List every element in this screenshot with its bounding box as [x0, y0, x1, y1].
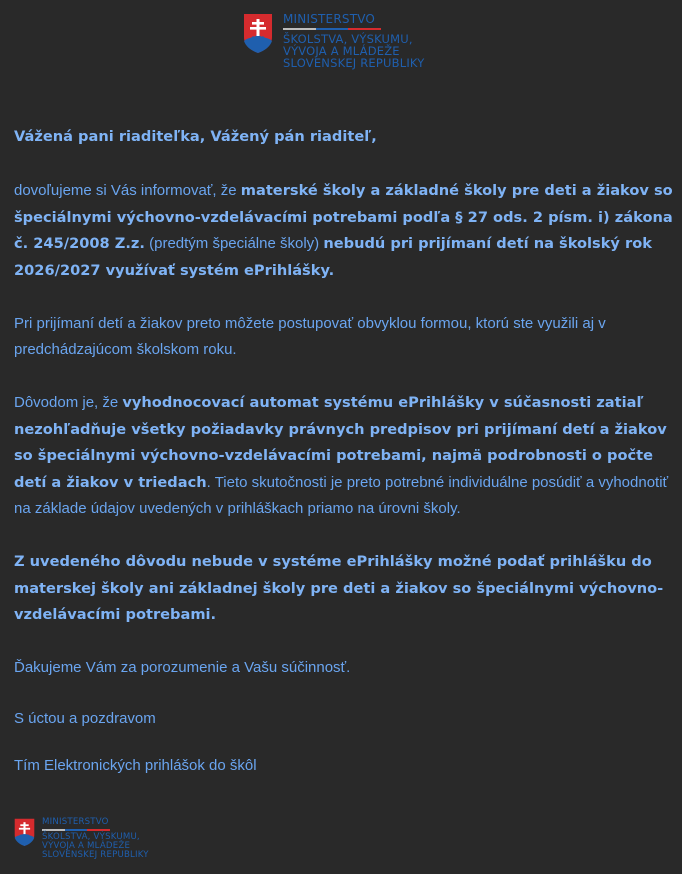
slovak-coat-of-arms-icon — [243, 13, 273, 53]
logo-line-4: SLOVENSKEJ REPUBLIKY — [42, 850, 149, 860]
email-body — [14, 124, 674, 780]
thanks-line: Ďakujeme Vám za porozumenie a Vašu súčinnosť. — [14, 659, 351, 676]
logo-line-2: ŠKOLSTVA, VÝSKUMU, — [42, 832, 140, 842]
logo-line-2: ŠKOLSTVA, VÝSKUMU, — [283, 32, 413, 46]
paragraph-3: Dôvodom je, že vyhodnocovací automat systému ePrihlášky v súčasnosti zatiaľ nezohľadňuje všetky požiadavky právnych predpisov pri prijímaní detí a žiakov so špeciálnymi výchovno-vzdelávacími potrebami, najmä podrobnosti o počte detí a žiakov v triedach. Tieto skutočnosti je preto potrebné individuálne posúdiť a vyhodnotiť na základe údajov uvedených v prihláškach priamo na úrovni školy. — [14, 394, 669, 517]
greeting: Vážená pani riaditeľka, Vážený pán riaditeľ, — [14, 128, 377, 145]
closing-line: S úctou a pozdravom — [14, 709, 156, 727]
paragraph-1: dovoľujeme si Vás informovať, že materské školy a základné školy pre deti a žiakov so špeciálnymi výchovno-vzdelávacími potrebami podľa § 27 ods. 2 písm. i) zákona č. 245/2008 Z.z. (predtým špeciálne školy) nebudú pri prijímaní detí na školský rok 2026/2027 využívať systém ePrihlášky. — [14, 182, 673, 279]
ministry-logo-header — [243, 13, 425, 69]
paragraph-4: Z uvedeného dôvodu nebude v systéme ePrihlášky možné podať prihlášku do materskej školy ani základnej školy pre deti a žiakov so špeciálnymi výchovno-vzdelávacími potrebami. — [14, 553, 664, 623]
tricolor-stripe — [42, 829, 110, 831]
signature-line: Tím Elektronických prihlášok do škôl — [14, 757, 257, 774]
logo-line-3: VÝVOJA A MLÁDEŽE — [283, 44, 400, 58]
logo-line-ministerstvo: MINISTERSTVO — [283, 12, 376, 26]
logo-line-4: SLOVENSKEJ REPUBLIKY — [283, 56, 425, 70]
logo-line-3: VÝVOJA A MLÁDEŽE — [42, 841, 131, 851]
slovak-coat-of-arms-icon — [14, 818, 35, 846]
ministry-logo-footer — [14, 818, 149, 860]
logo-line-ministerstvo: MINISTERSTVO — [42, 817, 109, 827]
paragraph-2: Pri prijímaní detí a žiakov preto môžete postupovať obvyklou formou, ktorú ste využili aj v predchádzajúcom školskom roku. — [14, 314, 606, 358]
tricolor-stripe — [283, 28, 381, 30]
